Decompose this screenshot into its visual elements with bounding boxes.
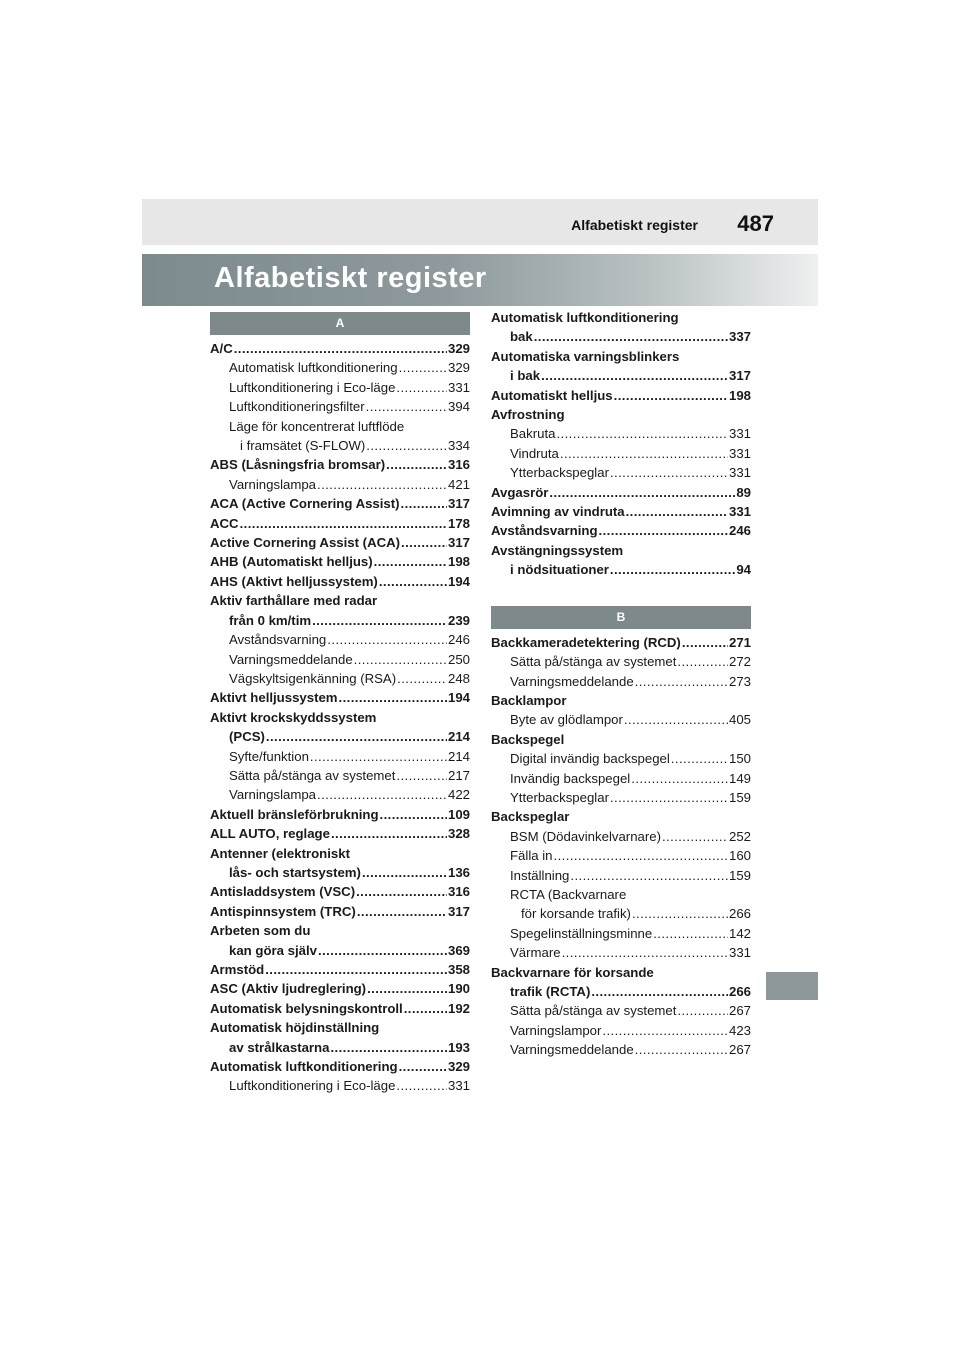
index-column-left: [210, 308, 470, 1096]
index-entry: [491, 943, 751, 962]
index-entry-label: Läge för koncentrerat luftflöde: [229, 418, 405, 434]
leader-dots: [635, 1040, 728, 1059]
index-entry: [210, 824, 470, 843]
leader-dots: [602, 1021, 728, 1040]
index-entry-page: 421: [447, 476, 470, 492]
index-entry: [491, 483, 751, 502]
index-entry-label: Avfrostning: [491, 407, 565, 423]
leader-dots: [624, 710, 728, 729]
index-entry-label: Backvarnare för korsande: [491, 964, 654, 980]
index-entry: [491, 846, 751, 865]
leader-dots: [404, 999, 447, 1018]
index-entry: [210, 533, 470, 552]
index-entry: [210, 844, 470, 863]
index-entry-page: 248: [447, 670, 470, 686]
index-entry: [210, 339, 470, 358]
index-entry-page: 193: [447, 1039, 470, 1055]
index-entry-page: 89: [736, 484, 751, 500]
leader-dots: [556, 424, 728, 443]
index-entry-page: 273: [728, 673, 751, 689]
index-entry: [210, 650, 470, 669]
leader-dots: [357, 902, 447, 921]
index-entry-page: 149: [728, 770, 751, 786]
index-entry-label: ABS (Låsningsfria bromsar): [210, 457, 386, 473]
index-entry: [210, 1038, 470, 1057]
leader-dots: [266, 727, 447, 746]
index-entry-page: 317: [728, 368, 751, 384]
index-entry: [210, 785, 470, 804]
leader-dots: [591, 982, 728, 1001]
index-entry: [491, 386, 751, 405]
index-entry-label: för korsande trafik): [521, 906, 631, 922]
index-entry-page: 337: [728, 329, 751, 345]
index-entry: [210, 708, 470, 727]
index-entry: [210, 921, 470, 940]
index-entry: [210, 494, 470, 513]
index-entry-page: 198: [447, 554, 470, 570]
index-entry-list: [491, 308, 751, 580]
leader-dots: [671, 749, 728, 768]
index-entry: [210, 455, 470, 474]
leader-dots: [380, 805, 447, 824]
index-entry-page: 328: [447, 826, 470, 842]
index-entry-label: bak: [510, 329, 533, 345]
index-entry: [491, 691, 751, 710]
index-entry-page: 160: [728, 848, 751, 864]
index-entry-page: 192: [447, 1000, 470, 1016]
thumb-index-tab: [766, 972, 818, 1000]
leader-dots: [626, 502, 728, 521]
index-entry-page: 246: [447, 632, 470, 648]
leader-dots: [570, 866, 728, 885]
leader-dots: [386, 455, 447, 474]
index-entry: [210, 397, 470, 416]
index-entry-label: Ytterbackspeglar: [510, 465, 609, 481]
index-entry-label: från 0 km/tim: [229, 612, 312, 628]
index-entry: [210, 630, 470, 649]
index-entry-label: av strålkastarna: [229, 1039, 330, 1055]
leader-dots: [610, 463, 728, 482]
index-entry: [491, 788, 751, 807]
index-entry-label: Antenner (elektroniskt: [210, 845, 350, 861]
index-entry: [210, 902, 470, 921]
index-entry-page: 217: [447, 767, 470, 783]
index-entry-label: (PCS): [229, 729, 265, 745]
index-entry: [491, 424, 751, 443]
leader-dots: [399, 1057, 447, 1076]
index-entry: [210, 669, 470, 688]
index-entry-label: Spegelinställningsminne: [510, 925, 653, 941]
index-entry: [210, 1057, 470, 1076]
index-entry-label: ALL AUTO, reglage: [210, 826, 330, 842]
index-entry-label: ACA (Active Cornering Assist): [210, 496, 400, 512]
index-entry: [491, 502, 751, 521]
leader-dots: [330, 1038, 447, 1057]
leader-dots: [396, 378, 447, 397]
index-entry: [491, 1021, 751, 1040]
index-entry-label: Varningsmeddelande: [229, 651, 353, 667]
index-entry-page: 142: [728, 925, 751, 941]
index-entry-label: Avståndsvarning: [229, 632, 327, 648]
index-entry-label: AHB (Automatiskt helljus): [210, 554, 373, 570]
index-entry-page: 266: [728, 906, 751, 922]
running-header: [142, 199, 818, 245]
leader-dots: [327, 630, 447, 649]
index-entry: [210, 727, 470, 746]
index-entry-label: Avgasrör: [491, 484, 549, 500]
section-letter-b: B: [491, 606, 751, 629]
leader-dots: [354, 650, 447, 669]
running-header-title: Alfabetiskt register: [571, 217, 698, 233]
leader-dots: [610, 788, 728, 807]
leader-dots: [396, 1076, 447, 1095]
index-entry: [491, 769, 751, 788]
index-entry-label: Digital invändig backspegel: [510, 751, 670, 767]
section-letter-a: A: [210, 312, 470, 335]
leader-dots: [310, 747, 447, 766]
index-entry-page: 329: [447, 360, 470, 376]
index-entry: [491, 749, 751, 768]
index-entry-page: 267: [728, 1003, 751, 1019]
index-entry-page: 394: [447, 399, 470, 415]
leader-dots: [549, 483, 735, 502]
index-entry: [491, 347, 751, 366]
index-entry-page: 194: [447, 690, 470, 706]
index-entry-page: 190: [447, 981, 470, 997]
index-entry: [210, 999, 470, 1018]
index-entry-label: Värmare: [510, 945, 561, 961]
leader-dots: [562, 943, 728, 962]
index-entry: [491, 730, 751, 749]
index-entry: [491, 327, 751, 346]
index-entry: [491, 308, 751, 327]
index-entry-label: Armstöd: [210, 962, 265, 977]
leader-dots: [682, 633, 728, 652]
index-entry-label: Backspeglar: [491, 809, 570, 825]
index-entry-label: Arbeten som du: [210, 923, 311, 939]
index-entry-page: 178: [447, 515, 470, 531]
index-entry-label: Vindruta: [510, 445, 559, 461]
index-entry-page: 331: [447, 379, 470, 395]
index-entry-page: 317: [447, 535, 470, 551]
index-entry-page: 194: [447, 573, 470, 589]
index-entry-label: ASC (Aktiv ljudreglering): [210, 981, 367, 997]
index-entry-label: Antisladdsystem (VSC): [210, 884, 356, 900]
index-entry: [491, 866, 751, 885]
index-entry-label: Automatisk höjdinställning: [210, 1020, 380, 1036]
index-entry-page: 159: [728, 867, 751, 883]
index-entry-page: 405: [728, 712, 751, 728]
index-entry-label: Avimning av vindruta: [491, 504, 625, 520]
leader-dots: [366, 397, 447, 416]
index-entry-label: Inställning: [510, 867, 570, 883]
index-entry-label: Ytterbackspeglar: [510, 789, 609, 805]
index-entry: [491, 827, 751, 846]
index-entry-label: Varningslampor: [510, 1022, 602, 1038]
index-entry: [210, 688, 470, 707]
index-entry-page: 369: [447, 942, 470, 958]
index-entry-page: 317: [447, 496, 470, 512]
index-entry-label: i bak: [510, 368, 541, 384]
leader-dots: [614, 386, 728, 405]
leader-dots: [374, 552, 447, 571]
leader-dots: [401, 494, 447, 513]
leader-dots: [367, 979, 447, 998]
index-entry-label: Avstängningssystem: [491, 542, 624, 558]
index-entry-page: 266: [728, 984, 751, 999]
index-entry-label: Bakruta: [510, 426, 556, 442]
index-entry-label: Aktivt krockskyddssystem: [210, 709, 377, 725]
index-entry-label: Sätta på/stänga av systemet: [229, 767, 396, 783]
index-entry-page: 331: [728, 504, 751, 520]
index-entry-page: 267: [728, 1042, 751, 1058]
index-entry-label: i nödsituationer: [510, 562, 609, 578]
index-entry: [210, 358, 470, 377]
leader-dots: [677, 1001, 728, 1020]
page-number: 487: [737, 211, 774, 236]
leader-dots: [401, 533, 447, 552]
index-entry-label: kan göra själv: [229, 942, 317, 958]
index-entry-page: 94: [736, 562, 751, 578]
index-entry-label: Byte av glödlampor: [510, 712, 623, 728]
index-entry: [210, 941, 470, 960]
index-entry: [491, 405, 751, 424]
index-entry-label: AHS (Aktivt helljussystem): [210, 573, 378, 589]
leader-dots: [560, 444, 728, 463]
index-entry: [210, 960, 470, 979]
index-entry-label: Backkameradetektering (RCD): [491, 634, 681, 650]
index-entry: [210, 1076, 470, 1095]
index-entry-page: 334: [447, 438, 470, 454]
index-entry-label: Sätta på/stänga av systemet: [510, 654, 677, 670]
index-entry-label: Varningslampa: [229, 787, 316, 803]
index-entry: [491, 807, 751, 826]
leader-dots: [635, 672, 728, 691]
leader-dots: [318, 941, 447, 960]
index-entry-label: Automatisk belysningskontroll: [210, 1000, 403, 1016]
index-entry-label: RCTA (Backvarnare: [510, 886, 627, 902]
index-entry: [491, 541, 751, 560]
index-entry: [491, 652, 751, 671]
index-entry: [491, 1001, 751, 1020]
index-entry-list: [210, 339, 470, 1096]
leader-dots: [234, 339, 447, 358]
title-banner: [142, 254, 818, 306]
index-entry-page: 250: [447, 651, 470, 667]
leader-dots: [541, 366, 728, 385]
index-entry: [491, 560, 751, 579]
leader-dots: [677, 652, 728, 671]
index-entry: [210, 417, 470, 436]
index-entry-page: 239: [447, 612, 470, 628]
index-entry-label: Sätta på/stänga av systemet: [510, 1003, 677, 1019]
leader-dots: [331, 824, 447, 843]
leader-dots: [396, 766, 447, 785]
index-entry-list: [491, 633, 751, 1060]
page-title: Alfabetiskt register: [214, 262, 487, 294]
index-entry: [491, 521, 751, 540]
index-entry-label: A/C: [210, 341, 233, 356]
index-entry: [210, 882, 470, 901]
index-entry-label: i framsätet (S-FLOW): [240, 438, 366, 454]
index-entry-label: Backlampor: [491, 692, 567, 708]
leader-dots: [599, 521, 728, 540]
leader-dots: [397, 669, 447, 688]
index-entry: [491, 904, 751, 923]
index-entry-page: 317: [447, 903, 470, 919]
index-entry: [491, 1040, 751, 1059]
index-entry-label: trafik (RCTA): [510, 984, 591, 999]
index-entry: [491, 463, 751, 482]
index-entry: [210, 979, 470, 998]
index-entry: [210, 378, 470, 397]
index-entry: [210, 1018, 470, 1037]
index-entry-page: 198: [728, 387, 751, 403]
index-entry: [210, 514, 470, 533]
index-entry-label: lås- och startsystem): [229, 864, 361, 880]
index-entry-label: Backspegel: [491, 731, 565, 747]
leader-dots: [339, 688, 447, 707]
index-entry-page: 423: [728, 1022, 751, 1038]
index-entry: [210, 475, 470, 494]
index-entry: [491, 633, 751, 652]
index-entry: [210, 591, 470, 610]
index-entry: [210, 611, 470, 630]
index-entry-page: 246: [728, 523, 751, 539]
index-entry: [210, 863, 470, 882]
index-entry-label: Automatisk luftkonditionering: [491, 310, 679, 325]
leader-dots: [554, 846, 728, 865]
index-entry-label: BSM (Dödavinkelvarnare): [510, 828, 661, 844]
leader-dots: [653, 924, 728, 943]
index-entry-label: Automatisk luftkonditionering: [229, 360, 398, 376]
index-entry-label: Aktiv farthållare med radar: [210, 593, 378, 609]
index-entry-label: ACC: [210, 515, 239, 531]
index-entry: [491, 924, 751, 943]
index-entry: [491, 672, 751, 691]
leader-dots: [265, 960, 447, 979]
index-entry-label: Varningsmeddelande: [510, 1042, 634, 1058]
leader-dots: [632, 904, 728, 923]
index-entry: [210, 766, 470, 785]
leader-dots: [317, 785, 447, 804]
leader-dots: [662, 827, 728, 846]
index-entry-label: Automatiskt helljus: [491, 387, 613, 403]
index-entry-label: Fälla in: [510, 848, 553, 864]
index-entry-page: 329: [447, 341, 470, 356]
index-entry-page: 329: [447, 1059, 470, 1075]
index-entry: [210, 436, 470, 455]
index-entry-label: Antispinnsystem (TRC): [210, 903, 356, 919]
index-entry-page: 316: [447, 457, 470, 473]
index-entry-page: 422: [447, 787, 470, 803]
leader-dots: [312, 611, 447, 630]
index-entry: [210, 552, 470, 571]
leader-dots: [362, 863, 447, 882]
index-column-right: [491, 308, 751, 1060]
leader-dots: [399, 358, 447, 377]
index-entry-label: Luftkonditioneringsfilter: [229, 399, 365, 415]
index-entry-label: Aktivt helljussystem: [210, 690, 338, 706]
leader-dots: [240, 514, 447, 533]
index-entry: [210, 805, 470, 824]
index-entry-label: Luftkonditionering i Eco-läge: [229, 379, 396, 395]
index-entry-page: 331: [728, 426, 751, 442]
index-entry-page: 271: [728, 634, 751, 650]
leader-dots: [379, 572, 447, 591]
index-entry-page: 316: [447, 884, 470, 900]
index-entry-page: 150: [728, 751, 751, 767]
index-entry-label: Avståndsvarning: [491, 523, 598, 539]
leader-dots: [631, 769, 728, 788]
index-entry-page: 331: [728, 465, 751, 481]
index-entry-label: Invändig backspegel: [510, 770, 631, 786]
index-entry-page: 214: [447, 729, 470, 745]
index-entry: [491, 366, 751, 385]
index-entry-page: 358: [447, 962, 470, 977]
index-entry-page: 136: [447, 864, 470, 880]
index-entry-label: Automatisk luftkonditionering: [210, 1059, 398, 1075]
index-entry-label: Varningslampa: [229, 476, 316, 492]
index-entry-page: 331: [728, 445, 751, 461]
index-entry-page: 109: [447, 806, 470, 822]
index-entry-page: 252: [728, 828, 751, 844]
leader-dots: [366, 436, 447, 455]
index-entry-label: Vägskyltsigenkänning (RSA): [229, 670, 397, 686]
index-entry-label: Aktuell bränsleförbrukning: [210, 806, 379, 822]
index-entry-page: 214: [447, 748, 470, 764]
index-entry-page: 331: [728, 945, 751, 961]
index-entry-label: Syfte/funktion: [229, 748, 309, 764]
index-entry: [210, 572, 470, 591]
index-entry: [491, 885, 751, 904]
leader-dots: [534, 327, 728, 346]
index-entry: [210, 747, 470, 766]
index-entry-label: Luftkonditionering i Eco-läge: [229, 1078, 396, 1094]
leader-dots: [610, 560, 735, 579]
leader-dots: [356, 882, 447, 901]
index-entry-label: Automatiska varningsblinkers: [491, 348, 680, 364]
index-entry-page: 159: [728, 789, 751, 805]
index-entry: [491, 710, 751, 729]
index-entry: [491, 444, 751, 463]
leader-dots: [317, 475, 447, 494]
index-entry-page: 272: [728, 654, 751, 670]
index-entry: [491, 963, 751, 982]
index-entry: [491, 982, 751, 1001]
index-entry-page: 331: [447, 1078, 470, 1094]
index-entry-label: Active Cornering Assist (ACA): [210, 535, 401, 551]
index-entry-label: Varningsmeddelande: [510, 673, 634, 689]
